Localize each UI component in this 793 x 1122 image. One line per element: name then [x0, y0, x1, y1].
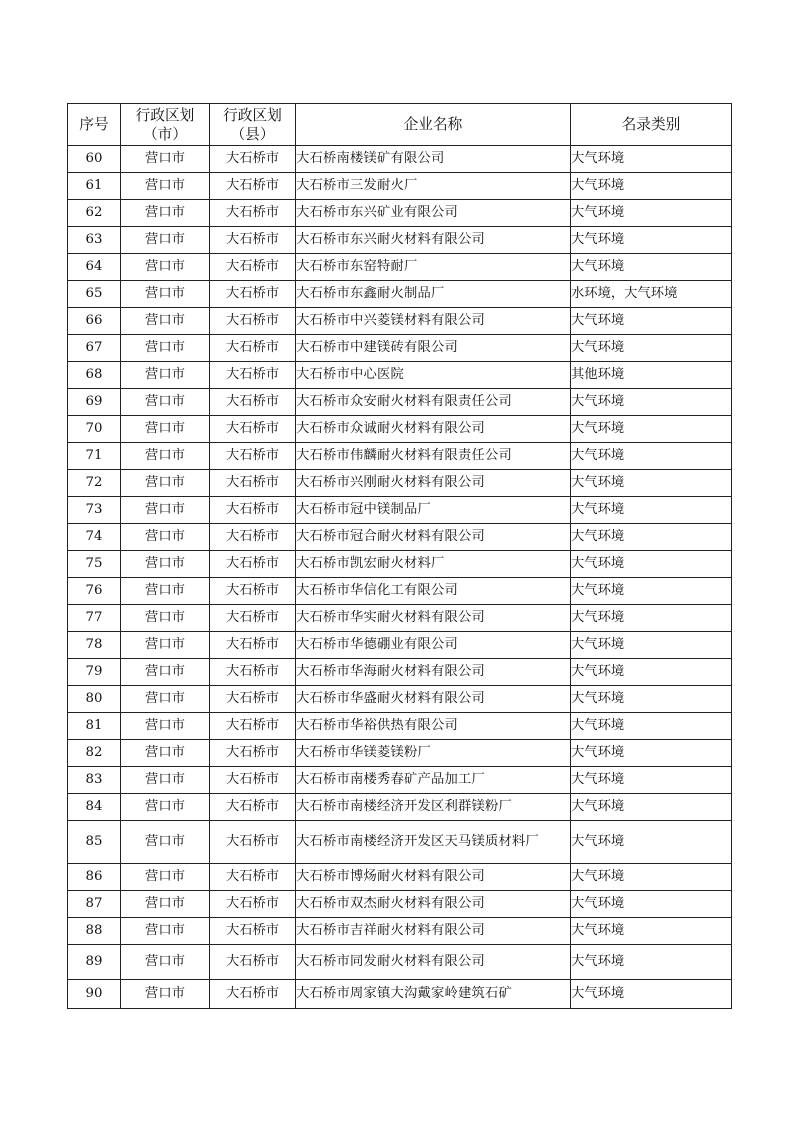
cell-list-category: 大气环境 — [571, 470, 732, 497]
cell-list-category: 大气环境 — [571, 416, 732, 443]
cell-county: 大石桥市 — [210, 980, 296, 1009]
cell-city: 营口市 — [121, 497, 210, 524]
cell-list-category: 大气环境 — [571, 713, 732, 740]
cell-serial-number: 86 — [68, 864, 121, 891]
table-row — [68, 335, 732, 362]
table-row — [68, 578, 732, 605]
cell-city: 营口市 — [121, 389, 210, 416]
cell-enterprise-name: 大石桥市兴刚耐火材料有限公司 — [296, 470, 571, 497]
table-row — [68, 146, 732, 173]
table-row — [68, 173, 732, 200]
cell-city: 营口市 — [121, 659, 210, 686]
cell-list-category: 大气环境 — [571, 578, 732, 605]
cell-enterprise-name: 大石桥市同发耐火材料有限公司 — [296, 945, 571, 980]
cell-county: 大石桥市 — [210, 362, 296, 389]
cell-county: 大石桥市 — [210, 470, 296, 497]
header-admin-division-city: 行政区划 （市） — [121, 104, 210, 146]
cell-city: 营口市 — [121, 362, 210, 389]
cell-county: 大石桥市 — [210, 767, 296, 794]
cell-city: 营口市 — [121, 864, 210, 891]
cell-serial-number: 83 — [68, 767, 121, 794]
cell-city: 营口市 — [121, 821, 210, 864]
cell-county: 大石桥市 — [210, 686, 296, 713]
cell-list-category: 大气环境 — [571, 945, 732, 980]
cell-city: 营口市 — [121, 945, 210, 980]
cell-enterprise-name: 大石桥市中兴菱镁材料有限公司 — [296, 308, 571, 335]
cell-enterprise-name: 大石桥市中心医院 — [296, 362, 571, 389]
cell-serial-number: 70 — [68, 416, 121, 443]
cell-city: 营口市 — [121, 443, 210, 470]
cell-list-category: 大气环境 — [571, 308, 732, 335]
table-row — [68, 659, 732, 686]
header-serial-number: 序号 — [68, 104, 121, 146]
cell-city: 营口市 — [121, 200, 210, 227]
cell-county: 大石桥市 — [210, 200, 296, 227]
cell-enterprise-name: 大石桥市南楼经济开发区天马镁质材料厂 — [296, 821, 571, 864]
cell-serial-number: 88 — [68, 918, 121, 945]
cell-list-category: 大气环境 — [571, 740, 732, 767]
cell-list-category: 大气环境 — [571, 227, 732, 254]
cell-enterprise-name: 大石桥市冠中镁制品厂 — [296, 497, 571, 524]
cell-enterprise-name: 大石桥市华海耐火材料有限公司 — [296, 659, 571, 686]
cell-list-category: 大气环境 — [571, 173, 732, 200]
cell-enterprise-name: 大石桥市冠合耐火材料有限公司 — [296, 524, 571, 551]
table-row — [68, 389, 732, 416]
cell-city: 营口市 — [121, 713, 210, 740]
cell-enterprise-name: 大石桥市华实耐火材料有限公司 — [296, 605, 571, 632]
cell-list-category: 大气环境 — [571, 918, 732, 945]
cell-serial-number: 85 — [68, 821, 121, 864]
cell-serial-number: 67 — [68, 335, 121, 362]
cell-list-category: 大气环境 — [571, 891, 732, 918]
cell-serial-number: 74 — [68, 524, 121, 551]
cell-city: 营口市 — [121, 254, 210, 281]
cell-county: 大石桥市 — [210, 605, 296, 632]
cell-county: 大石桥市 — [210, 864, 296, 891]
cell-enterprise-name: 大石桥市博炀耐火材料有限公司 — [296, 864, 571, 891]
cell-list-category: 大气环境 — [571, 767, 732, 794]
cell-serial-number: 66 — [68, 308, 121, 335]
table-row — [68, 864, 732, 891]
table-row — [68, 980, 732, 1009]
table-row — [68, 443, 732, 470]
cell-list-category: 大气环境 — [571, 389, 732, 416]
cell-city: 营口市 — [121, 335, 210, 362]
header-list-category: 名录类别 — [571, 104, 732, 146]
table-row — [68, 470, 732, 497]
cell-serial-number: 76 — [68, 578, 121, 605]
cell-serial-number: 68 — [68, 362, 121, 389]
table-row — [68, 713, 732, 740]
cell-serial-number: 87 — [68, 891, 121, 918]
cell-serial-number: 75 — [68, 551, 121, 578]
cell-county: 大石桥市 — [210, 227, 296, 254]
cell-county: 大石桥市 — [210, 308, 296, 335]
cell-enterprise-name: 大石桥市华镁菱镁粉厂 — [296, 740, 571, 767]
cell-serial-number: 71 — [68, 443, 121, 470]
cell-city: 营口市 — [121, 686, 210, 713]
cell-serial-number: 80 — [68, 686, 121, 713]
table-row — [68, 416, 732, 443]
table-header-row — [68, 104, 732, 146]
cell-enterprise-name: 大石桥市吉祥耐火材料有限公司 — [296, 918, 571, 945]
cell-county: 大石桥市 — [210, 821, 296, 864]
table-row — [68, 497, 732, 524]
cell-enterprise-name: 大石桥市南楼经济开发区利群镁粉厂 — [296, 794, 571, 821]
cell-list-category: 大气环境 — [571, 794, 732, 821]
cell-list-category: 大气环境 — [571, 659, 732, 686]
cell-serial-number: 61 — [68, 173, 121, 200]
cell-list-category: 大气环境 — [571, 551, 732, 578]
cell-county: 大石桥市 — [210, 173, 296, 200]
cell-county: 大石桥市 — [210, 281, 296, 308]
table-row — [68, 891, 732, 918]
table-row — [68, 227, 732, 254]
cell-serial-number: 77 — [68, 605, 121, 632]
cell-list-category: 大气环境 — [571, 200, 732, 227]
cell-serial-number: 63 — [68, 227, 121, 254]
cell-serial-number: 82 — [68, 740, 121, 767]
cell-county: 大石桥市 — [210, 794, 296, 821]
cell-county: 大石桥市 — [210, 335, 296, 362]
cell-county: 大石桥市 — [210, 918, 296, 945]
cell-county: 大石桥市 — [210, 497, 296, 524]
cell-list-category: 大气环境 — [571, 524, 732, 551]
cell-enterprise-name: 大石桥市华信化工有限公司 — [296, 578, 571, 605]
table-row — [68, 200, 732, 227]
cell-serial-number: 79 — [68, 659, 121, 686]
cell-serial-number: 84 — [68, 794, 121, 821]
table-row — [68, 740, 732, 767]
cell-city: 营口市 — [121, 470, 210, 497]
cell-city: 营口市 — [121, 416, 210, 443]
cell-county: 大石桥市 — [210, 551, 296, 578]
table-row — [68, 632, 732, 659]
cell-enterprise-name: 大石桥市凯宏耐火材料厂 — [296, 551, 571, 578]
table-row — [68, 794, 732, 821]
cell-county: 大石桥市 — [210, 740, 296, 767]
table-row — [68, 281, 732, 308]
cell-city: 营口市 — [121, 891, 210, 918]
cell-serial-number: 64 — [68, 254, 121, 281]
cell-enterprise-name: 大石桥市东鑫耐火制品厂 — [296, 281, 571, 308]
cell-serial-number: 60 — [68, 146, 121, 173]
table-row — [68, 524, 732, 551]
cell-enterprise-name: 大石桥市周家镇大沟戴家岭建筑石矿 — [296, 980, 571, 1009]
cell-city: 营口市 — [121, 308, 210, 335]
cell-list-category: 其他环境 — [571, 362, 732, 389]
cell-county: 大石桥市 — [210, 389, 296, 416]
cell-county: 大石桥市 — [210, 578, 296, 605]
cell-serial-number: 72 — [68, 470, 121, 497]
cell-enterprise-name: 大石桥市华裕供热有限公司 — [296, 713, 571, 740]
cell-enterprise-name: 大石桥市南楼秀春矿产品加工厂 — [296, 767, 571, 794]
cell-enterprise-name: 大石桥南楼镁矿有限公司 — [296, 146, 571, 173]
cell-enterprise-name: 大石桥市伟麟耐火材料有限责任公司 — [296, 443, 571, 470]
cell-list-category: 大气环境 — [571, 605, 732, 632]
cell-list-category: 大气环境 — [571, 254, 732, 281]
cell-serial-number: 89 — [68, 945, 121, 980]
cell-serial-number: 62 — [68, 200, 121, 227]
cell-enterprise-name: 大石桥市众诚耐火材料有限公司 — [296, 416, 571, 443]
cell-list-category: 大气环境 — [571, 821, 732, 864]
cell-county: 大石桥市 — [210, 632, 296, 659]
cell-list-category: 水环境，大气环境 — [571, 281, 732, 308]
cell-enterprise-name: 大石桥市华盛耐火材料有限公司 — [296, 686, 571, 713]
header-enterprise-name: 企业名称 — [296, 104, 571, 146]
cell-serial-number: 78 — [68, 632, 121, 659]
cell-city: 营口市 — [121, 551, 210, 578]
cell-enterprise-name: 大石桥市华德硼业有限公司 — [296, 632, 571, 659]
cell-county: 大石桥市 — [210, 146, 296, 173]
cell-city: 营口市 — [121, 632, 210, 659]
cell-list-category: 大气环境 — [571, 686, 732, 713]
table-body — [68, 146, 732, 1009]
cell-county: 大石桥市 — [210, 945, 296, 980]
cell-list-category: 大气环境 — [571, 980, 732, 1009]
cell-county: 大石桥市 — [210, 254, 296, 281]
cell-city: 营口市 — [121, 146, 210, 173]
cell-city: 营口市 — [121, 578, 210, 605]
table-row — [68, 945, 732, 980]
cell-enterprise-name: 大石桥市东窑特耐厂 — [296, 254, 571, 281]
cell-serial-number: 90 — [68, 980, 121, 1009]
cell-serial-number: 81 — [68, 713, 121, 740]
table-row — [68, 254, 732, 281]
cell-list-category: 大气环境 — [571, 497, 732, 524]
cell-city: 营口市 — [121, 605, 210, 632]
cell-city: 营口市 — [121, 980, 210, 1009]
cell-enterprise-name: 大石桥市中建镁砖有限公司 — [296, 335, 571, 362]
cell-county: 大石桥市 — [210, 524, 296, 551]
cell-county: 大石桥市 — [210, 443, 296, 470]
cell-serial-number: 73 — [68, 497, 121, 524]
cell-city: 营口市 — [121, 227, 210, 254]
cell-list-category: 大气环境 — [571, 335, 732, 362]
cell-enterprise-name: 大石桥市东兴矿业有限公司 — [296, 200, 571, 227]
cell-city: 营口市 — [121, 740, 210, 767]
cell-county: 大石桥市 — [210, 713, 296, 740]
table-row — [68, 767, 732, 794]
cell-list-category: 大气环境 — [571, 864, 732, 891]
cell-county: 大石桥市 — [210, 891, 296, 918]
table-row — [68, 605, 732, 632]
cell-city: 营口市 — [121, 524, 210, 551]
cell-county: 大石桥市 — [210, 659, 296, 686]
cell-city: 营口市 — [121, 767, 210, 794]
cell-city: 营口市 — [121, 281, 210, 308]
cell-serial-number: 65 — [68, 281, 121, 308]
cell-list-category: 大气环境 — [571, 443, 732, 470]
table-row — [68, 686, 732, 713]
cell-enterprise-name: 大石桥市众安耐火材料有限责任公司 — [296, 389, 571, 416]
cell-enterprise-name: 大石桥市东兴耐火材料有限公司 — [296, 227, 571, 254]
table-row — [68, 821, 732, 864]
cell-city: 营口市 — [121, 794, 210, 821]
table-row — [68, 362, 732, 389]
cell-list-category: 大气环境 — [571, 632, 732, 659]
table-row — [68, 308, 732, 335]
cell-county: 大石桥市 — [210, 416, 296, 443]
cell-enterprise-name: 大石桥市双杰耐火材料有限公司 — [296, 891, 571, 918]
cell-enterprise-name: 大石桥市三发耐火厂 — [296, 173, 571, 200]
cell-city: 营口市 — [121, 918, 210, 945]
table-row — [68, 918, 732, 945]
cell-city: 营口市 — [121, 173, 210, 200]
header-admin-division-county: 行政区划 （县） — [210, 104, 296, 146]
cell-serial-number: 69 — [68, 389, 121, 416]
table-row — [68, 551, 732, 578]
cell-list-category: 大气环境 — [571, 146, 732, 173]
enterprise-list-table — [67, 103, 732, 1009]
